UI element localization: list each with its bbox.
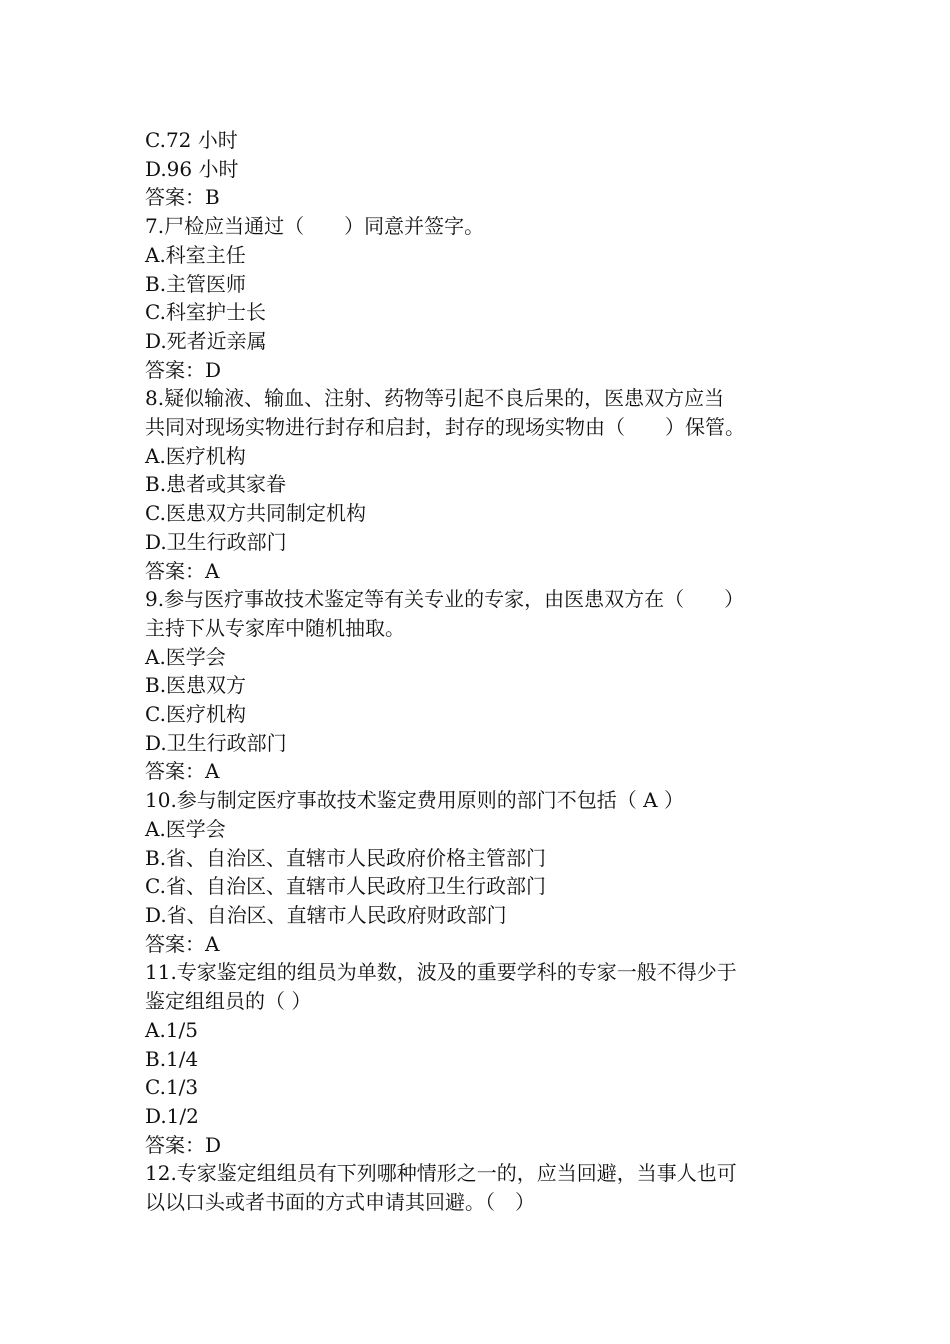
option-line: C.省、自治区、直辖市人民政府卫生行政部门 [145,874,546,899]
text-line: D.96 小时 [145,156,239,181]
option-line: B.主管医师 [145,271,247,296]
option-line: D.省、自治区、直辖市人民政府财政部门 [145,902,507,927]
option-line: C.1/3 [145,1075,199,1100]
option-line: B.医患双方 [145,673,247,698]
option-line: D.1/2 [145,1103,199,1128]
option-line: A.医疗机构 [145,443,246,468]
question-line: 主持下从专家库中随机抽取。 [145,615,405,640]
question-line: 鉴定组组员的（ ） [145,989,312,1014]
option-line: C.医疗机构 [145,702,246,727]
option-line: B.患者或其家眷 [145,472,287,497]
document-body [145,126,815,1217]
option-line: C.科室护士长 [145,300,266,325]
option-line: C.医患双方共同制定机构 [145,501,366,526]
option-line: B.1/4 [145,1046,199,1071]
text-line: C.72 小时 [145,128,238,152]
question-line: 以以口头或者书面的方式申请其回避。（ ） [145,1190,535,1215]
option-line: D.卫生行政部门 [145,529,287,554]
option-line: A.科室主任 [145,242,246,267]
option-line: A.医学会 [145,816,226,841]
option-line: D.死者近亲属 [145,328,267,353]
option-line: D.卫生行政部门 [145,730,287,755]
question-line: 7.尸检应当通过（ ）同意并签字。 [145,214,485,239]
answer-line: 答案：A [145,931,220,956]
question-line: 12.专家鉴定组组员有下列哪种情形之一的，应当回避，当事人也可 [145,1161,737,1186]
question-line: 11.专家鉴定组的组员为单数，波及的重要学科的专家一般不得少于 [145,960,737,985]
question-line: 9.参与医疗事故技术鉴定等有关专业的专家，由医患双方在（ ） [145,587,745,612]
option-line: A.医学会 [145,644,226,669]
question-line: 8.疑似输液、输血、注射、药物等引起不良后果的，医患双方应当 [145,386,725,411]
question-line: 10.参与制定医疗事故技术鉴定费用原则的部门不包括（ A ） [145,788,684,813]
answer-line: 答案：D [145,1132,222,1157]
answer-line: 答案：D [145,357,222,382]
option-line: A.1/5 [145,1017,198,1042]
option-line: B.省、自治区、直辖市人民政府价格主管部门 [145,845,547,870]
answer-line: 答案：B [145,185,220,210]
question-line: 共同对现场实物进行封存和启封，封存的现场实物由（ ）保管。 [145,415,745,440]
answer-line: 答案：A [145,558,220,583]
answer-line: 答案：A [145,759,220,784]
